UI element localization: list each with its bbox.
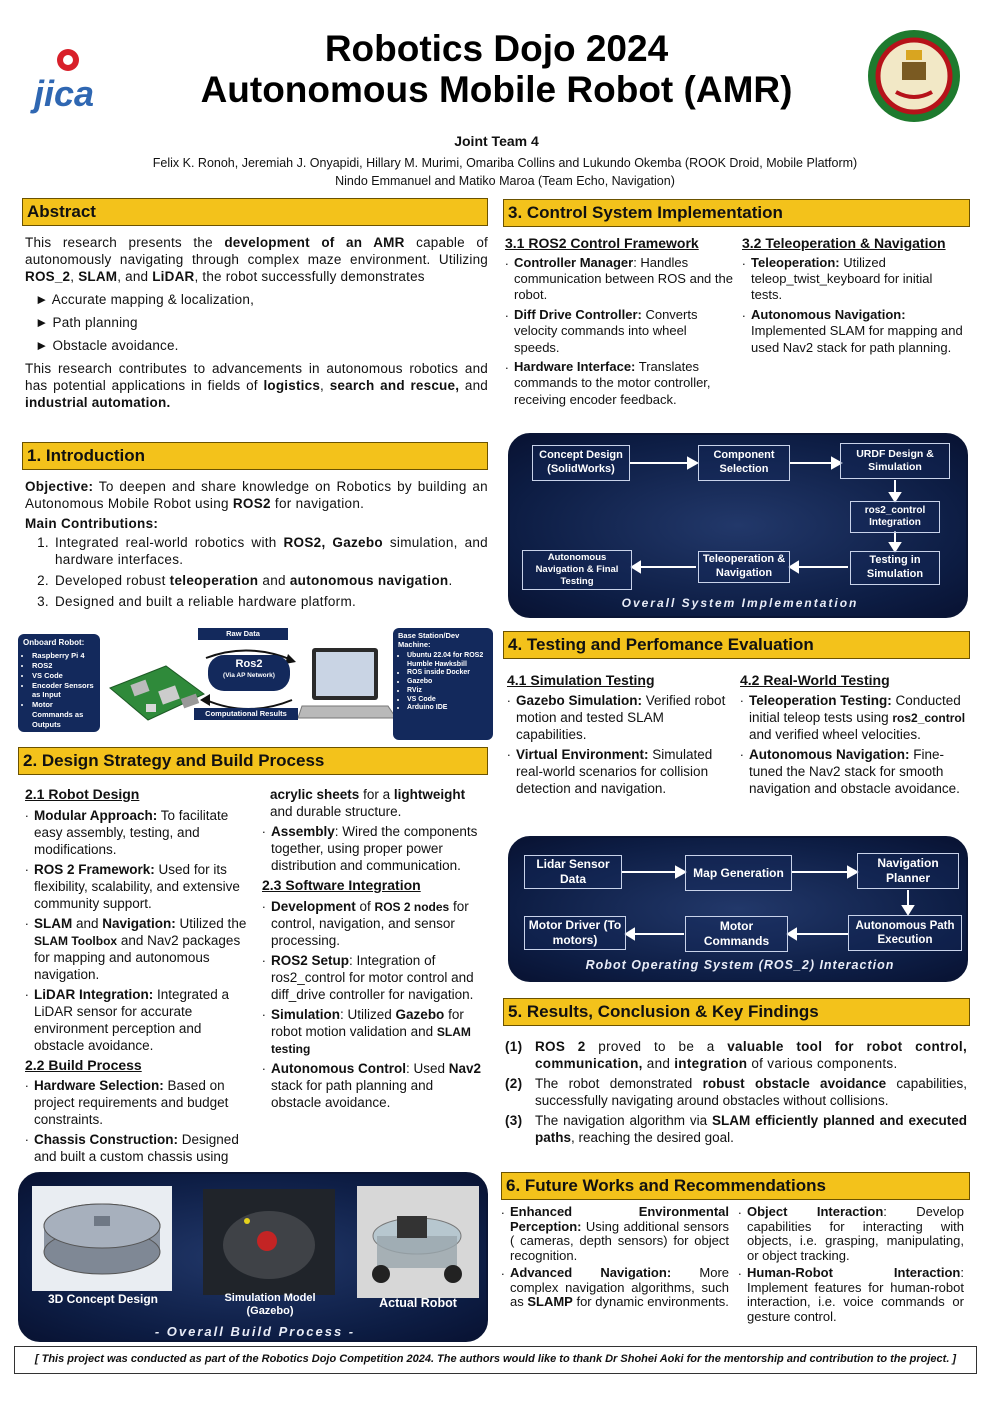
result-item-3: (3) The navigation algorithm via SLAM efficiently planned and executed paths, reaching the desired goal. — [505, 1113, 967, 1145]
list-item: . Hardware Selection: Based on project requirements and budget constraints. — [25, 1077, 250, 1128]
list-item: • Gazebo — [407, 678, 488, 687]
ros-map-generation: Map Generation — [685, 855, 792, 891]
base-station-box — [393, 628, 493, 740]
teleoperation-list — [742, 255, 964, 356]
simulation-testing-list — [507, 692, 729, 797]
list-item: . ROS2 Setup: Integration of ros2_control for motor control and diff_drive controller for navigation. — [262, 952, 487, 1003]
list-item: 3. Designed and built a reliable hardware platform. — [53, 593, 488, 610]
abstract-body — [25, 234, 488, 411]
authors-line-2: Nindo Emmanuel and Matiko Maroa (Team Echo, Navigation) — [335, 174, 675, 189]
list-item: . ROS 2 Framework: Used for its flexibility, scalability, and extensive community support. — [25, 861, 250, 912]
result-item-1: (1) ROS 2 proved to be a valuable tool for robot control, communication, and integration of various components. — [505, 1039, 967, 1071]
list-item: . Simulation: Utilized Gazebo for robot motion validation and SLAM testing — [262, 1006, 487, 1057]
simulation-testing-column — [507, 672, 729, 800]
list-item: . SLAM and Navigation: Utilized the SLAM Toolbox and Nav2 packages for mapping and autonomous navigation. — [25, 915, 250, 983]
future-works-heading: 6. Future Works and Recommendations — [501, 1172, 970, 1200]
team-name: Joint Team 4 — [454, 133, 539, 149]
future-works-right — [738, 1205, 964, 1327]
abstract-paragraph-2: This research contributes to advancements in autonomous robotics and has potential applications in fields of logistics, search and rescue, and industrial automation. — [25, 361, 489, 410]
list-item: • Arduino IDE — [407, 704, 488, 713]
results-heading: 5. Results, Conclusion & Key Findings — [503, 998, 970, 1026]
list-item: . Gazebo Simulation: Verified robot motion and tested SLAM capabilities. — [507, 692, 729, 743]
list-item: . Hardware Interface: Translates commands to the motor controller, receiving encoder feedback. — [505, 359, 733, 408]
ros2-label: Ros2 — [235, 658, 263, 670]
teleoperation-subheading: 3.2 Teleoperation & Navigation — [742, 235, 946, 251]
simulation-testing-subheading: 4.1 Simulation Testing — [507, 672, 655, 688]
teleoperation-column — [742, 235, 964, 359]
ros-autonomous-execution: Autonomous Path Execution — [848, 915, 962, 951]
software-integration-subheading: 2.3 Software Integration — [262, 877, 421, 893]
jica-logo-text: jica — [34, 73, 95, 114]
list-item: . Diff Drive Controller: Converts velocity commands into wheel speeds. — [505, 307, 733, 356]
ros2-control-list — [505, 255, 733, 408]
title-line-2: Autonomous Mobile Robot (AMR) — [200, 69, 793, 111]
list-item: . Autonomous Navigation: Fine-tuned the Nav2 stack for smooth navigation and obstacle avoidance. — [740, 746, 968, 797]
list-item: . Development of ROS 2 nodes for control, navigation, and sensor processing. — [262, 898, 487, 949]
flow-urdf-design: URDF Design & Simulation — [840, 443, 950, 479]
computational-results-label: Computational Results — [194, 708, 298, 720]
robot-design-list — [25, 807, 250, 1054]
ros2-control-subheading: 3.1 ROS2 Control Framework — [505, 235, 699, 251]
list-item: . Virtual Environment: Simulated real-world scenarios for collision detection and navigation. — [507, 746, 729, 797]
list-item: . Object Interaction: Develop capabilities for interacting with objects, i.e. grasping, manipulating, or object tracking. — [738, 1205, 964, 1263]
abstract-paragraph-1: This research presents the development of an AMR capable of autonomously navigating through complex maze environment. Utilizing ROS_2, SLAM, and LiDAR, the robot successfully demonstrates — [25, 235, 489, 284]
contributions-list — [53, 534, 488, 610]
list-item: ► Obstacle avoidance. — [35, 338, 179, 353]
build-process-label: - Overall Build Process - — [154, 1324, 356, 1339]
list-item: • Ubuntu 22.04 for ROS2 Humble Hawksbill — [407, 652, 488, 670]
gazebo-model-icon — [203, 1189, 335, 1295]
result-item-2: (2) The robot demonstrated robust obstacle avoidance capabilities, successfully navigating around obstacles without collisions. — [505, 1076, 967, 1108]
list-item: . Controller Manager: Handles communication between ROS and the robot. — [505, 255, 733, 304]
software-integration-list — [262, 898, 487, 1111]
objective: Objective: To deepen and share knowledge on Robotics by building an Autonomous Mobile Robot using ROS2 for navigation. — [25, 479, 488, 511]
base-station-title: Base Station/Dev Machine: — [398, 631, 460, 650]
system-implementation-panel — [508, 433, 968, 618]
ros-motor-driver: Motor Driver (To motors) — [524, 916, 626, 950]
abstract-bullets — [35, 291, 488, 354]
caption-simulation-model: Simulation Model (Gazebo) — [224, 1292, 316, 1318]
acknowledgement-footer: [ This project was conducted as part of the Robotics Dojo Competition 2024. The authors would like to thank Dr Shohei Aoki for the mentorship and contribution to the project. ] — [14, 1346, 977, 1374]
ros-lidar-data: Lidar Sensor Data — [524, 855, 622, 889]
ros2-interaction-panel — [508, 836, 968, 982]
chassis-continued: acrylic sheets for a lightweight and durable structure. — [270, 787, 466, 819]
list-item: • Encoder Sensors as Input — [32, 681, 95, 701]
list-item: • VS Code — [32, 671, 95, 681]
onboard-robot-box — [18, 634, 100, 732]
list-item: . Autonomous Control: Used Nav2 stack for path planning and obstacle avoidance. — [262, 1060, 487, 1111]
flow-testing-simulation: Testing in Simulation — [850, 551, 940, 585]
base-station-list — [407, 652, 488, 713]
list-item: 2. Developed robust teleoperation and autonomous navigation. — [53, 572, 488, 589]
real-world-testing-subheading: 4.2 Real-World Testing — [740, 672, 890, 688]
flow-teleoperation: Teleoperation & Navigation — [698, 551, 790, 583]
ros-motor-commands: Motor Commands — [685, 916, 788, 952]
list-item: . LiDAR Integration: Integrated a LiDAR sensor for accurate environment perception and obstacle avoidance. — [25, 986, 250, 1054]
caption-actual-robot: Actual Robot — [379, 1296, 457, 1310]
cad-model-icon — [32, 1186, 172, 1291]
list-item: . Teleoperation: Utilized teleop_twist_keyboard for initial tests. — [742, 255, 964, 304]
future-works-left — [501, 1205, 729, 1313]
list-item: . Teleoperation Testing: Conducted initial teleop tests using ros2_control and verified wheel velocities. — [740, 692, 968, 743]
onboard-list — [32, 651, 95, 729]
flow-ros2-control: ros2_control Integration — [850, 501, 940, 533]
introduction-body — [25, 478, 488, 614]
design-strategy-heading: 2. Design Strategy and Build Process — [18, 747, 488, 775]
abstract-heading: Abstract — [22, 198, 488, 226]
authors-line-1: Felix K. Ronoh, Jeremiah J. Onyapidi, Hillary M. Murimi, Omariba Collins and Lukundo Okemba (ROOK Droid, Mobile Platform) — [152, 156, 858, 170]
robot-design-column — [25, 786, 250, 1168]
build-process-list — [25, 1077, 250, 1165]
software-integration-column — [262, 786, 487, 1114]
implementation-label: Overall System Implementation — [621, 596, 859, 610]
control-system-heading: 3. Control System Implementation — [503, 199, 970, 227]
raw-data-label: Raw Data — [198, 628, 288, 640]
list-item: • Raspberry Pi 4 — [32, 651, 95, 661]
build-process-subheading: 2.2 Build Process — [25, 1056, 142, 1073]
flow-component-selection: Component Selection — [698, 445, 790, 481]
flow-autonomous-navigation: Autonomous Navigation & Final Testing — [522, 550, 632, 590]
list-item: ► Accurate mapping & localization, — [35, 292, 255, 307]
ros2-control-column — [505, 235, 733, 411]
robot-design-subheading: 2.1 Robot Design — [25, 786, 140, 802]
ros2-sublabel: (Via AP Network) — [223, 671, 275, 679]
list-item: • ROS inside Docker — [407, 669, 488, 678]
architecture-diagram — [18, 628, 493, 740]
build-process-panel — [18, 1172, 488, 1342]
list-item: . Advanced Navigation: More complex navigation algorithms, such as SLAMP for dynamic environments. — [501, 1266, 729, 1310]
ros-navigation-planner: Navigation Planner — [857, 853, 959, 889]
list-item: . Enhanced Environmental Perception: Using additional sensors ( cameras, depth sensors) for object recognition. — [501, 1205, 729, 1263]
introduction-heading: 1. Introduction — [22, 442, 488, 470]
list-item: . Modular Approach: To facilitate easy assembly, testing, and modifications. — [25, 807, 250, 858]
testing-heading: 4. Testing and Perfomance Evaluation — [503, 631, 970, 659]
list-item: . Assembly: Wired the components together, using proper power distribution and communication. — [262, 823, 487, 874]
poster-title — [0, 28, 993, 111]
results-list — [505, 1038, 967, 1146]
list-item: • ROS2 — [32, 661, 95, 671]
onboard-title: Onboard Robot: — [23, 638, 85, 647]
contributions-label: Main Contributions: — [25, 516, 159, 531]
authors — [0, 154, 993, 190]
list-item: . Autonomous Navigation: Implemented SLAM for mapping and used Nav2 stack for path planning. — [742, 307, 964, 356]
real-world-testing-column — [740, 672, 968, 800]
list-item: 1. Integrated real-world robotics with ROS2, Gazebo simulation, and hardware interfaces. — [53, 534, 488, 568]
list-item: • Motor Commands as Outputs — [32, 700, 95, 729]
list-item: • RViz — [407, 687, 488, 696]
caption-3d-concept: 3D Concept Design — [47, 1292, 158, 1306]
list-item: . Chassis Construction: Designed and built a custom chassis using — [25, 1131, 250, 1165]
flow-concept-design: Concept Design (SolidWorks) — [532, 445, 630, 481]
ros2-interaction-label: Robot Operating System (ROS_2) Interaction — [585, 958, 895, 972]
ros2-network-badge — [208, 655, 290, 691]
assembly-list — [262, 823, 487, 874]
future-works-right-list — [738, 1205, 964, 1324]
future-works-left-list — [501, 1205, 729, 1310]
list-item: ► Path planning — [35, 315, 138, 330]
list-item: . Human-Robot Interaction: Implement features for human-robot interaction, i.e. voice commands or gesture control. — [738, 1266, 964, 1324]
title-line-1: Robotics Dojo 2024 — [324, 28, 669, 69]
real-world-testing-list — [740, 692, 968, 797]
laptop-icon — [298, 642, 398, 730]
list-item: • VS Code — [407, 696, 488, 705]
actual-robot-photo — [357, 1186, 479, 1298]
